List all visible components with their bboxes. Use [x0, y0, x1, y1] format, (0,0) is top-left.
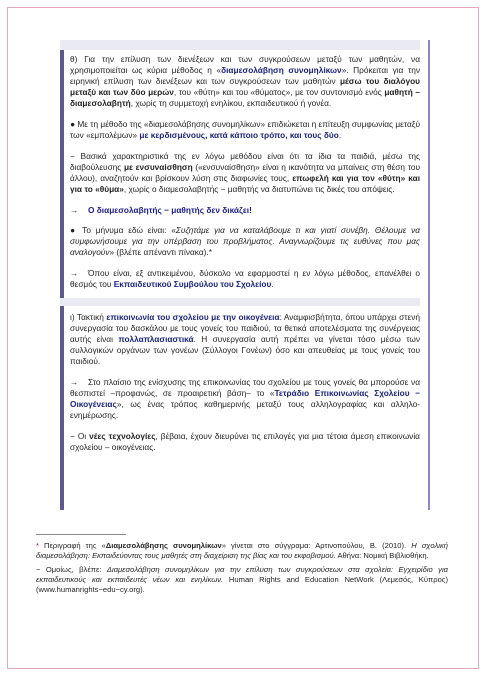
text: Στο πλαίσιο της ενίσχυσης της επικοινωνίας του σχολείου με τους γονείς θα μπορούσε να θεσπιστεί –προφανώς, σε προαιρετική βάση– το «: [70, 377, 420, 398]
paragraph-notebook: [60, 377, 420, 421]
emphasis: μαθητή – διαμεσολαβητή: [70, 87, 420, 108]
text: Αθήνα: Νομική Βιβλιοθήκη.: [335, 551, 429, 560]
emphasis: με κερδισμένους, κατά κάποιο τρόπο, και τους δύο: [139, 130, 339, 140]
emphasis: επωφελή και για τον «θύτη» και για το «θύμα»: [70, 173, 420, 194]
emphasis: Τετράδιο Επικοινωνίας Σχολείου − Οικογένειας: [70, 388, 420, 409]
arrow-icon: →: [70, 205, 79, 215]
citation-title: Διαμεσολάβηση συνομηλίκων για την επίλυση των συγκρούσεων στα σχολεία: Εγχειρίδιο για εκπαιδευτικούς και εκπαιδευτές νέων και ενηλίκων.: [36, 565, 448, 584]
text: ● Το μήνυμα εδώ είναι: «: [70, 225, 176, 235]
text: .: [338, 130, 342, 140]
emphasis: νέες τεχνολογίες: [89, 431, 156, 441]
text: − Ομοίως, βλέπε:: [36, 565, 107, 574]
paragraph-technologies: [60, 431, 420, 453]
text: » (βλέπε απέναντι πίνακα).*: [109, 247, 212, 257]
arrow-icon: →: [70, 377, 79, 387]
emphasis: Διαμεσολάβησης συνομηλίκων: [105, 541, 222, 550]
citation-title: Η σχολική διαμεσολάβηση: Εκπαιδεύοντας τους μαθητές στη διαχείριση της βίας και του εκφοβισμού.: [36, 541, 448, 560]
text: , του «θύτη» και του «θύματος», με τον συντονισμό ενός: [173, 87, 385, 97]
paragraph-message: [60, 225, 420, 258]
paragraph-iota: [60, 312, 420, 367]
paragraph-characteristics: [60, 151, 420, 195]
text: ● Με τη μέθοδο της «διαμεσολάβησης συνομηλίκων» επιδιώκεται η επίτευξη συμφωνίας μεταξύ των «εμπολέμων»: [70, 119, 421, 140]
text: ι) Τακτική: [70, 312, 107, 322]
paragraph-goal: [60, 119, 420, 141]
text: , βέβαια, έχουν διευρύνει τις επιλογές για μια τέτοια άμεση επικοινωνία σχολείου – οικογένειας.: [70, 431, 420, 452]
emphasis: με ενσυναίσθηση: [123, 162, 193, 172]
footnote-1: [36, 541, 448, 561]
footnote-rule: [36, 534, 126, 535]
arrow-icon: →: [70, 268, 79, 278]
text: .: [271, 279, 274, 289]
emphasis: μέσω του διαλόγου μεταξύ και των δύο μερών: [70, 76, 420, 97]
text: Human Rights and Education NetWork (Λεμεσός, Κύπρος) (www.humanrights−edu−cy.org).: [36, 575, 448, 594]
text: » γίνεται στο σύγγραμα: Αρτινοπούλου, Β. (2010).: [221, 541, 412, 550]
decorative-band: [60, 298, 420, 306]
text: Όπου είναι, εξ αντικειμένου, δύσκολο να εφαρμοστεί η εν λόγω μέθοδος, επανέλθει ο θεσμός του: [70, 268, 420, 289]
text: Περιγραφή της «: [38, 541, 106, 550]
text: . Η συνεργασία αυτή πρέπει να γίνεται τόσο μέσω των συλλογικών οργάνων των γονέων (Σύλλογοι Γονέων) όσο και απευθείας με τους γονείς του παιδιού.: [70, 334, 420, 366]
footnote-mark: *: [36, 541, 39, 550]
text: , χωρίς ο διαμεσολαβητής − μαθητής να διατυπώνει τις δικές του απόψεις.: [123, 184, 395, 194]
paragraph-mediator-not-judge: [60, 205, 420, 216]
footnotes: [36, 534, 448, 599]
footnote-2: [36, 565, 448, 595]
emphasis: πολλαπλασιαστικά: [118, 334, 194, 344]
text: », ως ένας τρόπος καθημερινής μεταξύ τους αλληλογραφίας και αλληλο-ενημέρωσης.: [70, 399, 420, 420]
text: θ) Για την επίλυση των διενέξεων και των συγκρούσεων μεταξύ των μαθητών, να χρησιμοποιείται ως κύρια μέθοδος η «: [70, 54, 420, 75]
text: , χωρίς τη συμμετοχή ενηλίκου, εκπαιδευτικού ή γονέα.: [130, 98, 332, 108]
text: : Αναμφισβήτητα, όπου υπάρχει στενή συνεργασία του δασκάλου με τους γονείς του παιδιού, τα θετικά αποτελέσματα της συνέργειας αυτής είναι: [70, 312, 420, 344]
text: ». Πρόκειται για την ειρηνική επίλυση των διενέξεων και των συγκρούσεων των μαθητών: [70, 65, 421, 86]
text: − Βασικά χαρακτηριστικά της εν λόγω μεθόδου είναι ότι τα ίδια τα παιδιά, μέσω της διαβούλευσης: [70, 151, 420, 172]
term-peer-mediation: διαμεσολάβηση συνομηλίκων: [221, 65, 342, 75]
text: − Οι: [70, 431, 90, 441]
paragraph-advisor: [60, 268, 420, 290]
text: («ενσυναίσθηση» είναι η ικανότητα να μπαίνεις στη θέση του άλλου), αναζητούν και βρίσκουν λύση στις διαφωνίες τους,: [70, 162, 421, 183]
heading: Ο διαμεσολαβητής − μαθητής δεν δικάζει!: [88, 205, 252, 215]
emphasis: Εκπαιδευτικού Συμβούλου του Σχολείου: [113, 279, 272, 289]
emphasis: επικοινωνία του σχολείου με την οικογένεια: [106, 312, 280, 322]
paragraph-theta: [60, 54, 420, 109]
decorative-band: [60, 40, 420, 50]
quote: Συζητάμε για να καταλάβουμε τι και γιατί συνέβη. Θέλουμε να συμφωνήσουμε για την υπέρβαση του προβλήματος. Αναγνωρίζουμε τις ευθύνες που μας αναλογούν: [70, 225, 420, 257]
main-text-panel: [60, 40, 430, 510]
